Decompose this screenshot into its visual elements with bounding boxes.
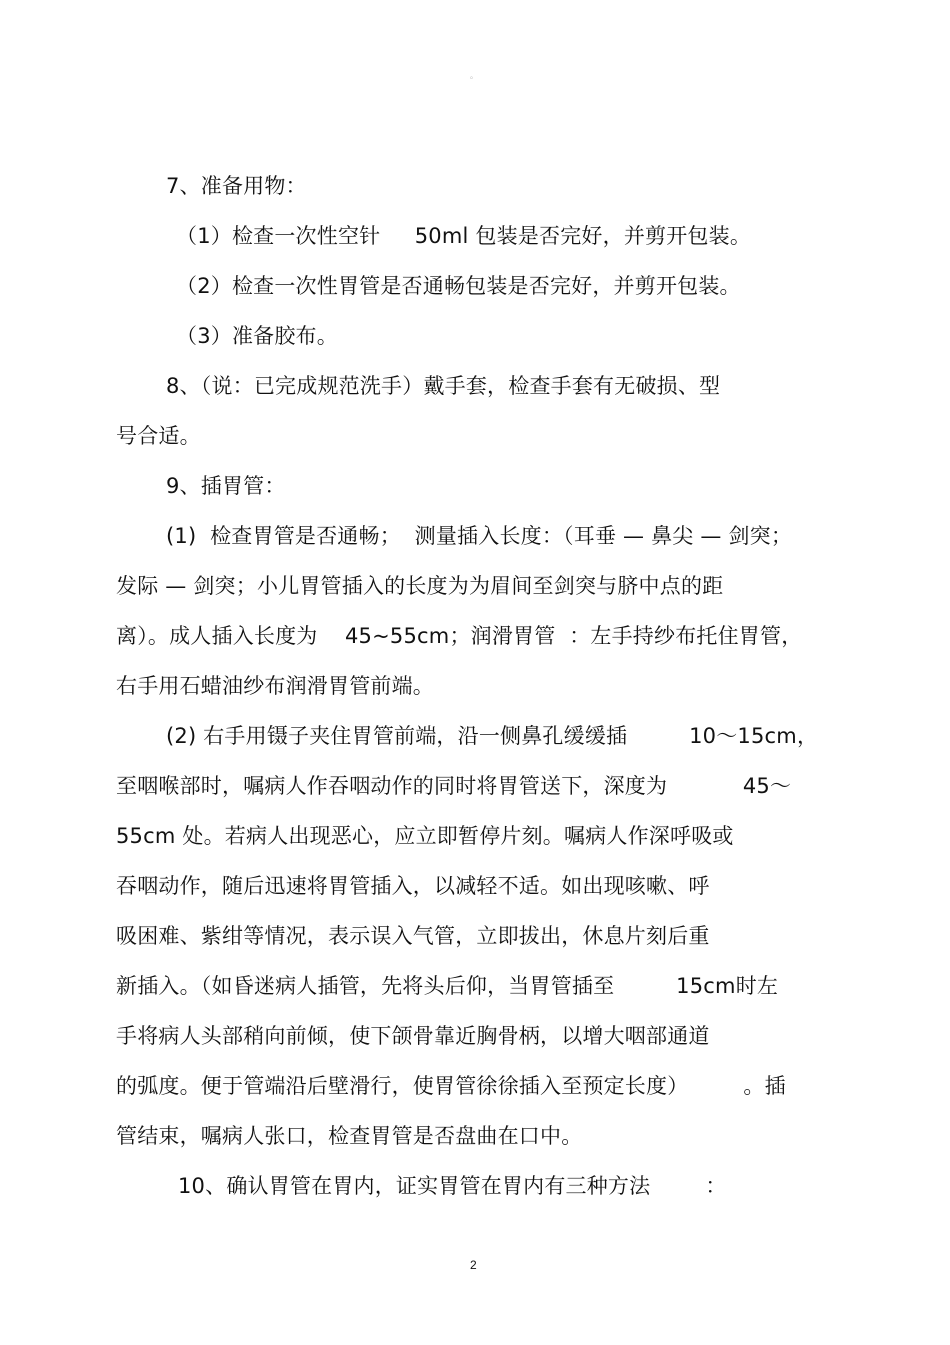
text-line: 至咽喉部时，嘱病人作吞咽动作的同时将胃管送下，深度为 45～ — [116, 774, 792, 798]
text-line: 新插入。（如昏迷病人插管，先将头后仰，当胃管插至 15cm时左 — [116, 974, 779, 998]
text-line: (2) 右手用镊子夹住胃管前端，沿一侧鼻孔缓缓插 10～15cm， — [166, 724, 819, 748]
text-line: 吞咽动作，随后迅速将胃管插入，以减轻不适。如出现咳嗽、呼 — [116, 874, 710, 898]
text-line: 离）。成人插入长度为 45~55cm；润滑胃管 ：左手持纱布托住胃管， — [116, 624, 803, 648]
text-line: 右手用石蜡油纱布润滑胃管前端。 — [116, 674, 434, 698]
text-line: 7、准备用物： — [166, 174, 307, 198]
text-line: 发际 — 剑突；小儿胃管插入的长度为为眉间至剑突与脐中点的距 — [116, 574, 724, 598]
text-line: （1）检查一次性空针 50ml 包装是否完好，并剪开包装。 — [176, 224, 752, 248]
text-line: 吸困难、紫绀等情况，表示误入气管，立即拔出，休息片刻后重 — [116, 924, 710, 948]
text-line: 9、插胃管： — [166, 474, 286, 498]
page-number: 2 — [470, 1258, 477, 1272]
text-line: 手将病人头部稍向前倾，使下颌骨靠近胸骨柄，以增大咽部通道 — [116, 1024, 710, 1048]
text-line: 10、确认胃管在胃内，证实胃管在胃内有三种方法 ： — [178, 1174, 727, 1198]
text-line: 的弧度。便于管端沿后壁滑行，使胃管徐徐插入至预定长度） 。插 — [116, 1074, 786, 1098]
text-line: （2）检查一次性胃管是否通畅包装是否完好，并剪开包装。 — [176, 274, 741, 298]
text-line: 55cm 处。若病人出现恶心，应立即暂停片刻。嘱病人作深呼吸或 — [116, 824, 734, 848]
text-line: 号合适。 — [116, 424, 201, 448]
text-line: 8、（说：已完成规范洗手）戴手套，检查手套有无破损、型 — [166, 374, 721, 398]
header-mark: 。 — [470, 71, 478, 80]
text-line: 管结束，嘱病人张口，检查胃管是否盘曲在口中。 — [116, 1124, 583, 1148]
text-line: (1) 检查胃管是否通畅； 测量插入长度：（耳垂 — 鼻尖 — 剑突； — [166, 524, 793, 548]
text-line: （3）准备胶布。 — [176, 324, 338, 348]
